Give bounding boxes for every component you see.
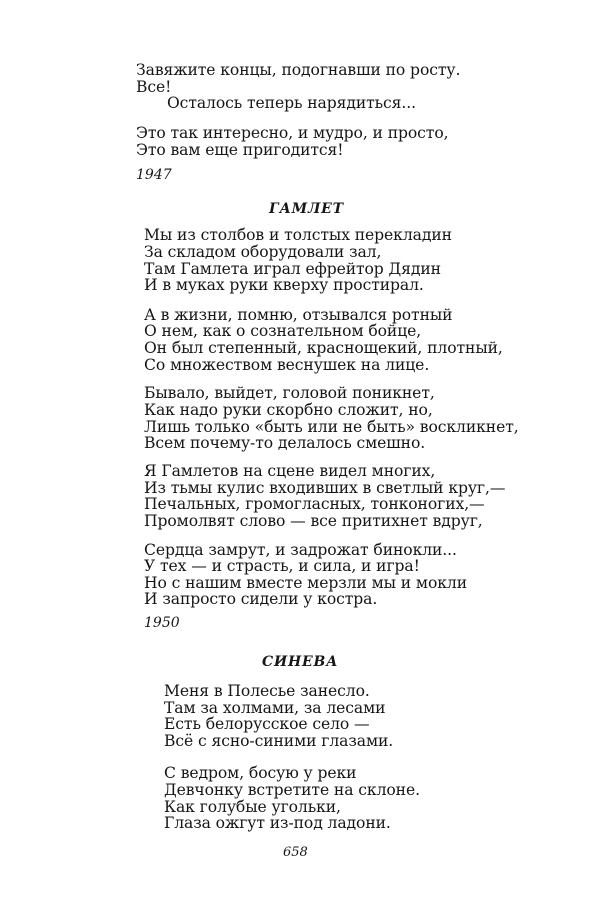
poem-line: Но с нашим вместе мерзли мы и мокли xyxy=(144,574,467,592)
poem-title: СИНЕВА xyxy=(262,654,339,670)
poem-line: Это так интересно, и мудро, и просто, xyxy=(136,124,449,142)
poem-line: За складом оборудовали зал, xyxy=(144,243,382,261)
poem-line: Там Гамлета играл ефрейтор Дядин xyxy=(144,260,441,278)
poem-line: Он был степенный, краснощекий, плотный, xyxy=(144,339,503,357)
poem-line: Как голубые угольки, xyxy=(164,798,341,816)
poem-line: Как надо руки скорбно сложит, но, xyxy=(144,401,433,419)
poem-line: Завяжите концы, подогнавши по росту. xyxy=(136,61,461,79)
poem-line: И в муках руки кверху простирал. xyxy=(144,276,424,294)
poem-year: 1947 xyxy=(136,167,172,183)
poem-line: Печальных, громогласных, тонконогих,— xyxy=(144,495,485,513)
poem-title: ГАМЛЕТ xyxy=(269,201,344,217)
poem-line: Там за холмами, за лесами xyxy=(164,699,386,717)
poem-line: Сердца замрут, и задрожат бинокли... xyxy=(144,541,457,559)
poem-line: А в жизни, помню, отзывался ротный xyxy=(144,306,453,324)
poem-line: Я Гамлетов на сцене видел многих, xyxy=(144,462,436,480)
poem-line: У тех — и страсть, и сила, и игра! xyxy=(144,557,420,575)
poem-year: 1950 xyxy=(144,615,180,631)
poem-line: Девчонку встретите на склоне. xyxy=(164,781,420,799)
poem-line: Это вам еще пригодится! xyxy=(136,141,344,159)
poem-line: Всем почему-то делалось смешно. xyxy=(144,434,426,452)
poem-line: Есть белорусское село — xyxy=(164,715,370,733)
poem-line: С ведром, босую у реки xyxy=(164,764,357,782)
poem-line: Осталось теперь нарядиться... xyxy=(167,94,416,112)
poem-line: Меня в Полесье занесло. xyxy=(164,682,370,700)
poem-line: И запросто сидели у костра. xyxy=(144,590,378,608)
poem-line: Мы из столбов и толстых перекладин xyxy=(144,226,452,244)
poem-line: Глаза ожгут из-под ладони. xyxy=(164,814,391,832)
poem-line: Бывало, выйдет, головой поникнет, xyxy=(144,384,435,402)
poem-line: Промолвят слово — все притихнет вдруг, xyxy=(144,512,483,530)
poem-line: Лишь только «быть или не быть» воскликнет, xyxy=(144,418,519,436)
page-number: 658 xyxy=(283,845,308,860)
poem-line: Из тьмы кулис входивших в светлый круг,— xyxy=(144,479,506,497)
poem-line: Со множеством веснушек на лице. xyxy=(144,356,430,374)
poem-line: О нем, как о сознательном бойце, xyxy=(144,322,422,340)
poem-line: Всё с ясно-синими глазами. xyxy=(164,732,394,750)
poem-line: Все! xyxy=(136,78,172,96)
